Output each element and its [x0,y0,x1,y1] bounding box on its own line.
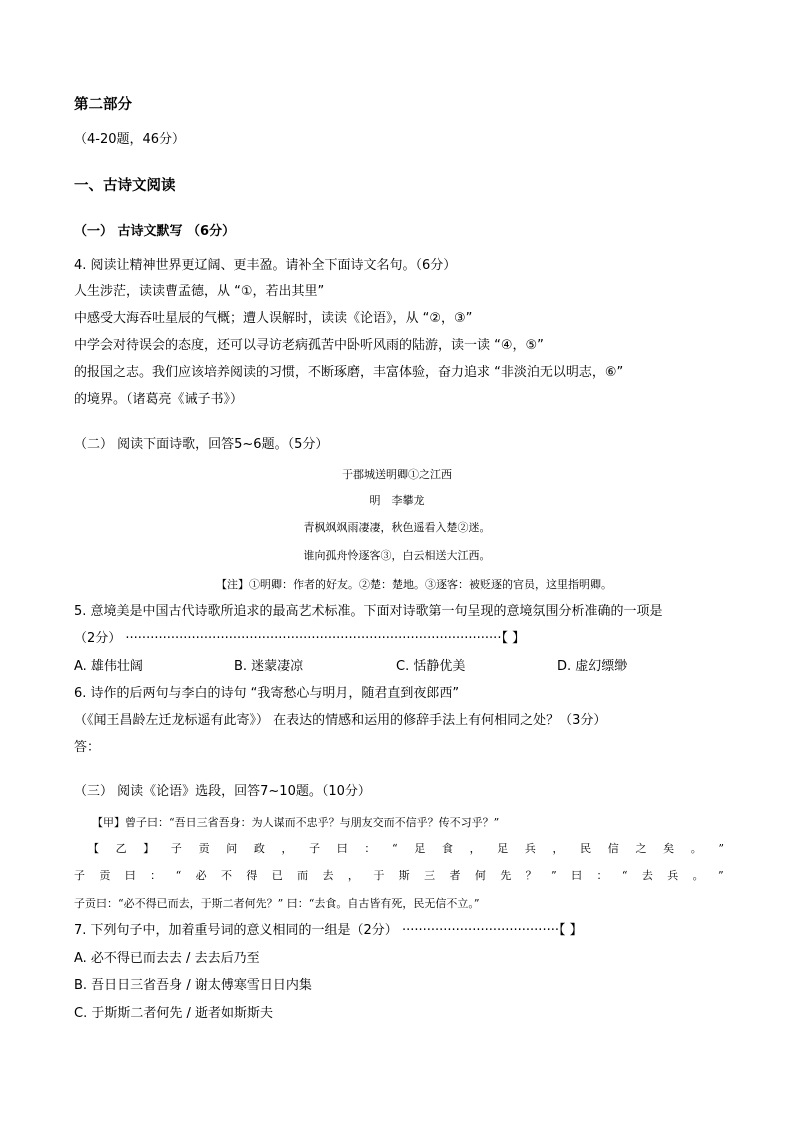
passage-char: 三 [424,869,436,882]
q6-stem-2: （《闻王昌龄左迁龙标遥有此寄》） 在表达的情感和运用的修辞手法上有何相同之处？（3分） [74,713,607,728]
passage-jia: 【甲】曾子曰：“吾日三省吾身：为人谋而不忠乎？与朋友交而不信乎？传不习乎？” [92,816,500,829]
q6-stem: 6. 诗作的后两句与李白的诗句 “我寄愁心与明月，随君直到夜郎西” [74,686,460,701]
poem-line-1: 青枫飒飒雨凄凄，秋色遥看入楚②迷。 [303,521,491,534]
passage-char: ” [718,842,724,855]
passage-char: 乙 [115,842,127,855]
passage-char: 子 [74,869,85,882]
passage-char: 先 [500,869,512,882]
passage-char: 【 [88,842,99,855]
q7-option-a: A. 必不得已而去去 / 去去后乃至 [74,951,260,966]
passage-char: “ [392,842,398,855]
q7-option-b: B. 吾日日三省吾身 / 谢太傅寒雪日日内集 [74,978,312,993]
q5-stem-2: （2分） ···························································································【 】 [74,631,526,646]
poem-author: 明 李攀龙 [369,494,425,507]
passage-char: 去 [641,869,653,882]
passage-char: 得 [246,869,258,882]
passage-char: 不 [220,869,232,882]
passage-char: 而 [297,869,309,882]
passage-char: “ [621,869,628,882]
passage-char: ， [469,842,481,855]
passage-char: 曰 [571,869,583,882]
q4-stem: 4. 阅读让精神世界更辽阔、更丰盈。请补全下面诗文名句。（6分） [74,258,457,273]
passage-char: ” [718,869,724,882]
passage-char: ， [281,842,293,855]
q4-line-2: 中感受大海吞吐星辰的气概；遭人误解时，读读《论语》，从 “②，③” [74,311,473,326]
passage-char: 兵 [524,842,536,855]
passage-char: 子 [170,842,182,855]
q7-stem: 7. 下列句子中，加着重号词的意义相同的一组是（2分） ······································【 】 [74,923,583,938]
passage-char: 政 [253,842,265,855]
passage-yi-line-2 [74,867,724,885]
passage-char: 食 [441,842,453,855]
passage-yi-line-1 [88,840,724,858]
subsection-3-title: （三） 阅读《论语》选段，回答7~10题。（10分） [74,784,371,799]
passage-char: 曰 [124,869,136,882]
passage-char: 贡 [198,842,210,855]
passage-char: 足 [497,842,509,855]
q4-line-3: 中学会对待误会的态度，还可以寻访老病孤苦中卧听风雨的陆游，读一读 “④，⑤” [74,338,544,353]
passage-char: 】 [143,842,155,855]
subsection-1-title: （一） 古诗文默写 （6分） [74,224,236,239]
passage-char: “ [175,869,182,882]
passage-char: 何 [474,869,486,882]
poem-note: 【注】①明卿：作者的好友。②楚：楚地。③逐客：被贬逐的官员，这里指明卿。 [216,578,612,591]
passage-char: 足 [414,842,426,855]
passage-char: 兵 [667,869,679,882]
section-title: 一、古诗文阅读 [74,178,176,194]
passage-char: 贡 [99,869,111,882]
passage-char: ” [551,869,557,882]
q4-line-5: 的境界。（诸葛亮《诫子书》） [74,392,244,407]
passage-char: 信 [607,842,619,855]
q7-option-c: C. 于斯斯二者何先 / 逝者如斯斯夫 [74,1006,273,1021]
passage-char: 。 [690,842,702,855]
passage-char: ： [596,869,608,882]
passage-char: 之 [635,842,647,855]
passage-char: 曰 [336,842,348,855]
passage-char: 去 [322,869,334,882]
passage-char: 矣 [663,842,675,855]
passage-char: 子 [309,842,321,855]
passage-char: 者 [449,869,461,882]
passage-char: 已 [271,869,283,882]
passage-char: ？ [525,869,537,882]
q5-option-d: D. 虚幻缥缈 [557,659,628,674]
passage-char: ， [552,842,564,855]
part-title: 第二部分 [74,97,132,113]
q5-stem: 5. 意境美是中国古代诗歌所追求的最高艺术标准。下面对诗歌第一句呈现的意境氛围分析准确的一项是 [74,604,663,619]
passage-char: 问 [226,842,238,855]
passage-char: ， [347,869,359,882]
poem-line-2: 谁向孤舟怜逐客③，白云相送大江西。 [303,549,491,562]
passage-char: 于 [373,869,385,882]
q5-option-c: C. 恬静优美 [396,659,466,674]
q6-answer-label: 答： [74,740,101,755]
passage-char: 斯 [398,869,410,882]
subsection-2-title: （二） 阅读下面诗歌，回答5~6题。（5分） [74,437,329,452]
q5-option-b: B. 迷蒙凄凉 [234,659,304,674]
part-subtitle: （4-20题，46分） [74,132,186,147]
passage-char: 民 [580,842,592,855]
passage-char: ： [364,842,376,855]
passage-char: 。 [692,869,704,882]
passage-char: ： [150,869,162,882]
passage-yi-line-3: 子贡曰：“必不得已而去，于斯二者何先？” 曰：“去食。自古皆有死，民无信不立。” [74,897,480,910]
q4-line-1: 人生涉茫，读读曹孟德，从 “①，若出其里” [74,284,325,299]
passage-char: 必 [195,869,207,882]
poem-title: 于郡城送明卿①之江西 [342,468,452,481]
q5-option-a: A. 雄伟壮阔 [74,659,143,674]
q4-line-4: 的报国之志。我们应该培养阅读的习惯，不断琢磨，丰富体验，奋力追求 “非淡泊无以明志，⑥” [74,365,624,380]
